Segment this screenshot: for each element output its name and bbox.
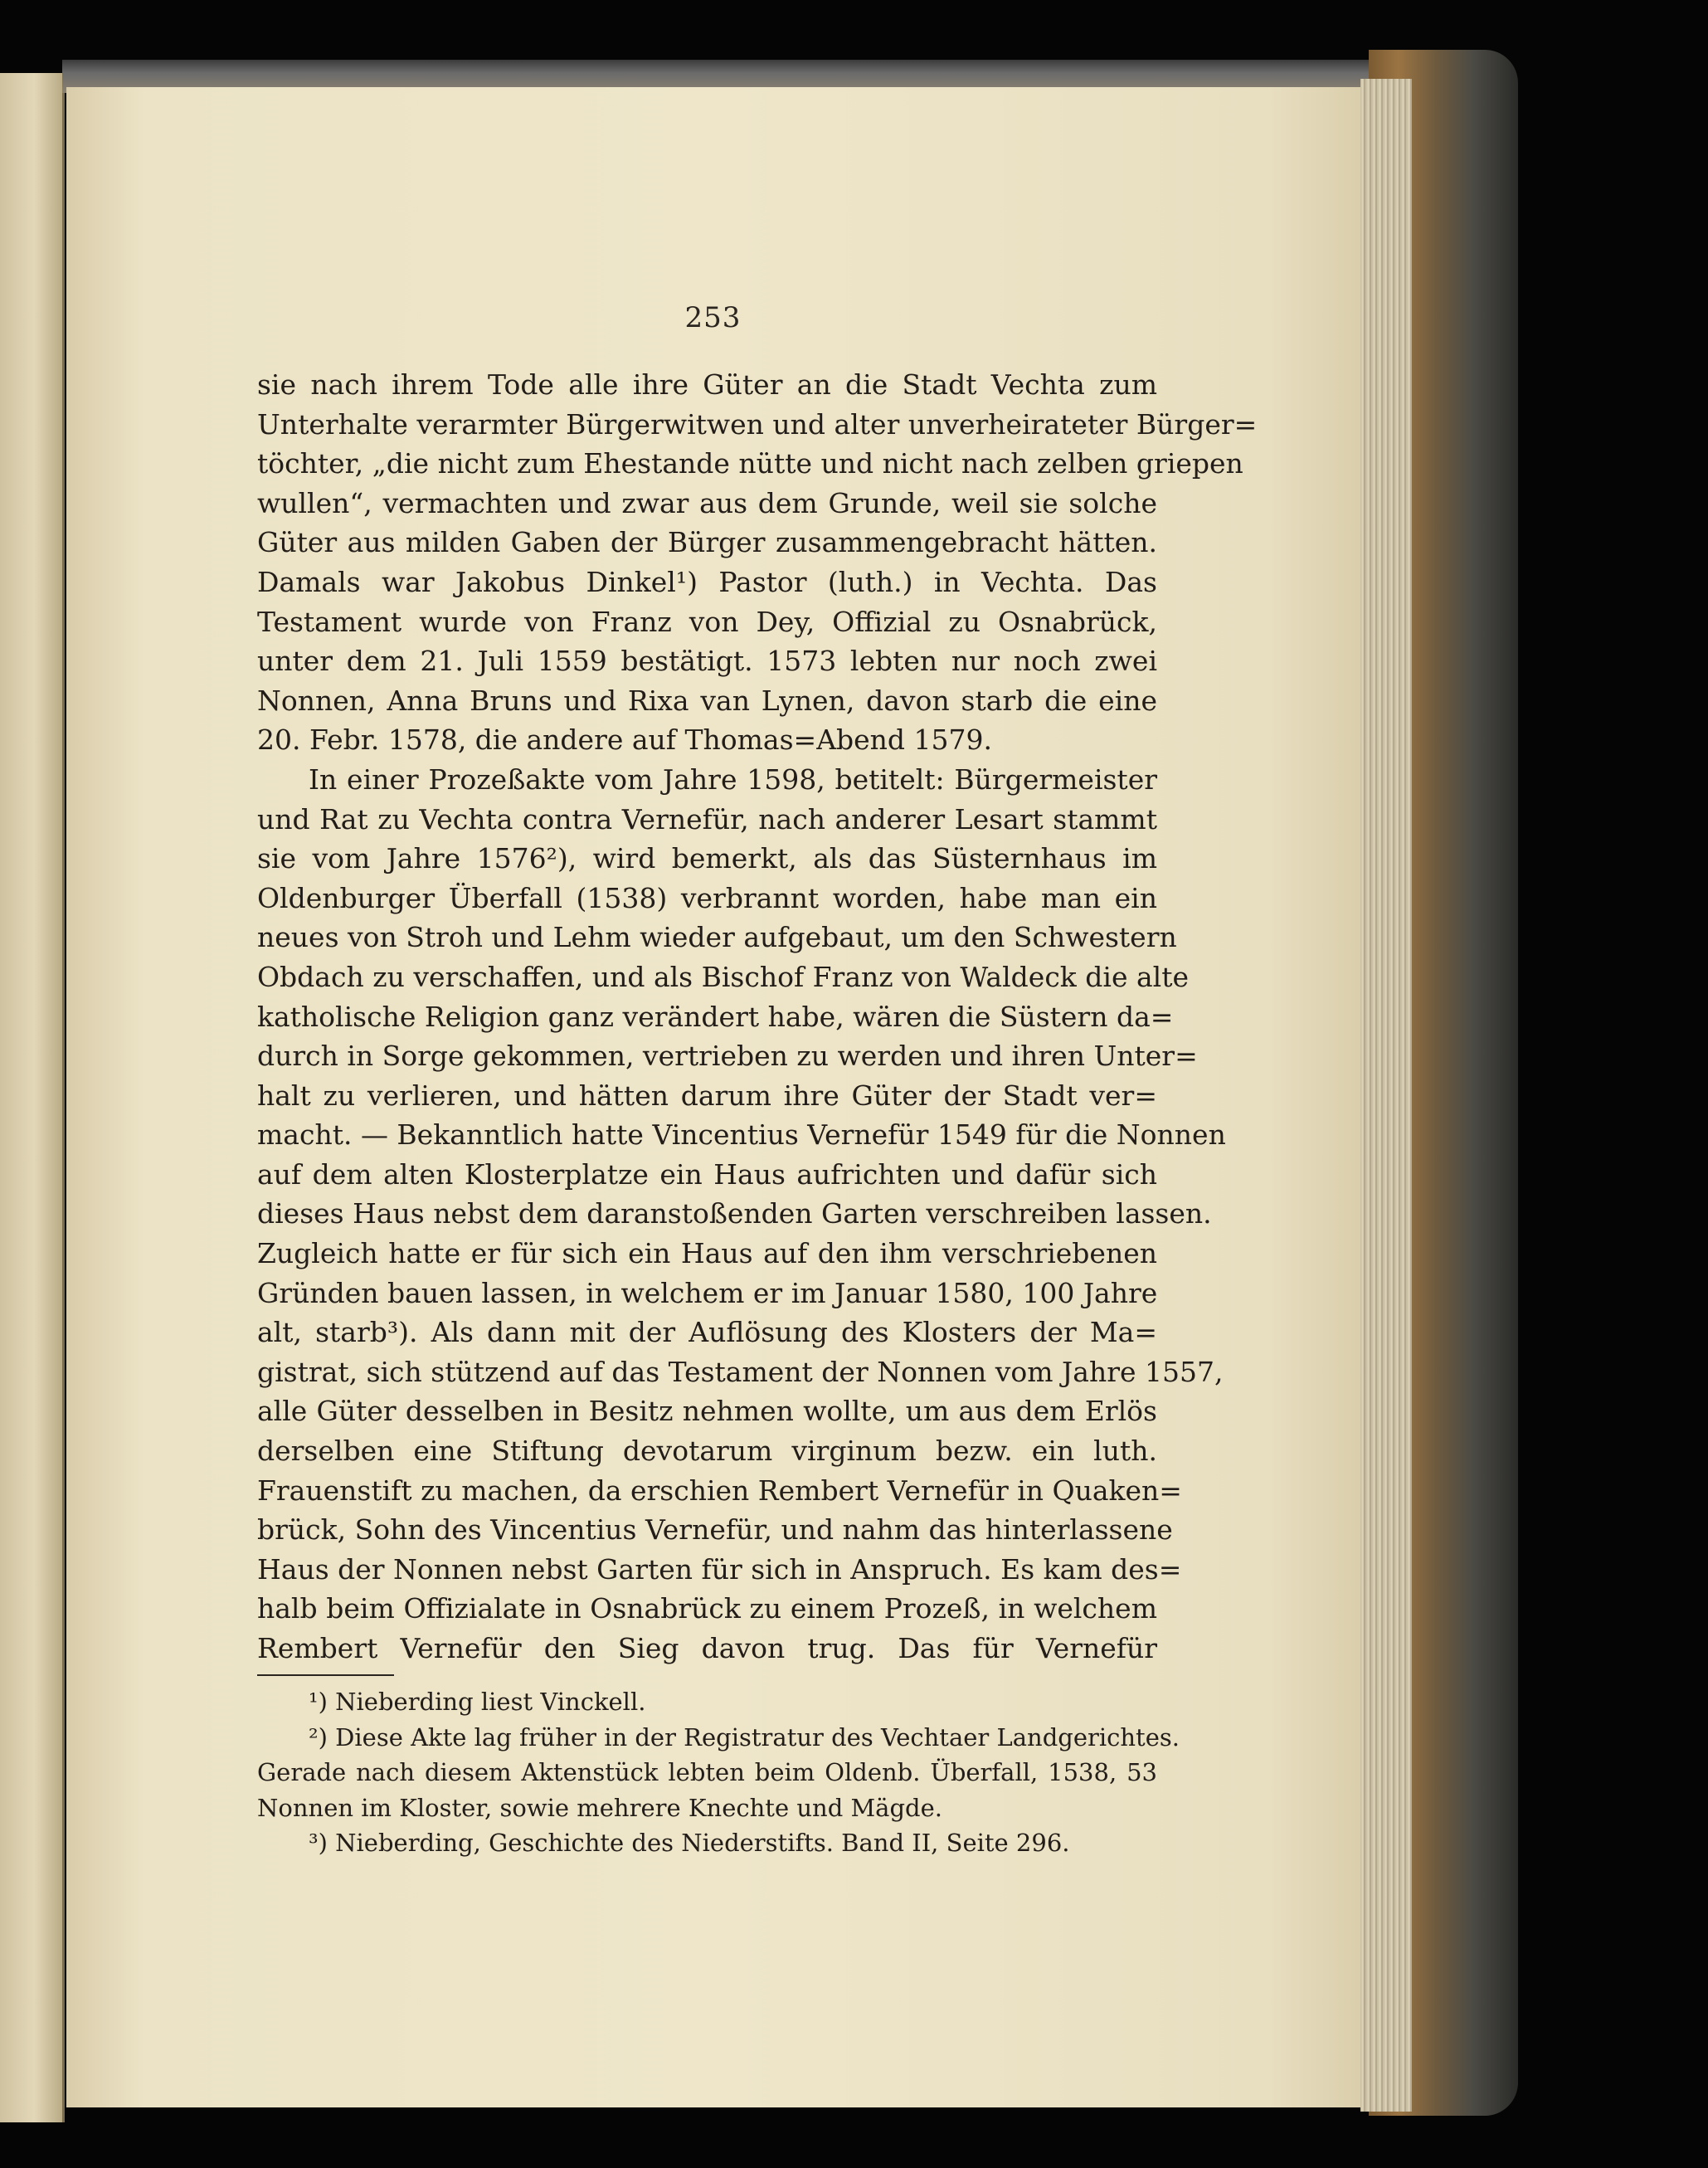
text-line: durch in Sorge gekommen, vertrieben zu werden und ihren Unter= — [257, 1040, 1198, 1073]
footnote-line: ²) Diese Akte lag früher in der Registratur des Vechtaer Landgerichtes. — [309, 1722, 1180, 1751]
text-line: macht. — Bekanntlich hatte Vincentius Vernefür 1549 für die Nonnen — [257, 1118, 1226, 1152]
text-line: Zugleich hatte er für sich ein Haus auf den ihm verschriebenen — [257, 1237, 1157, 1270]
text-line: In einer Prozeßakte vom Jahre 1598, betitelt: Bürgermeister — [309, 762, 1157, 796]
text-line: katholische Religion ganz verändert habe, wären die Süstern da= — [257, 1000, 1174, 1033]
text-line: alt, starb³). Als dann mit der Auflösung des Klosters der Ma= — [257, 1316, 1157, 1349]
text-line: gistrat, sich stützend auf das Testament der Nonnen vom Jahre 1557, — [257, 1355, 1224, 1388]
text-line: sie nach ihrem Tode alle ihre Güter an die Stadt Vechta zum — [257, 368, 1157, 401]
text-line: Obdach zu verschaffen, und als Bischof Franz von Waldeck die alte — [257, 960, 1189, 993]
text-line: halb beim Offizialate in Osnabrück zu einem Prozeß, in welchem — [257, 1592, 1157, 1625]
text-line: sie vom Jahre 1576²), wird bemerkt, als das Süsternhaus im — [257, 842, 1157, 875]
text-line: Nonnen, Anna Bruns und Rixa van Lynen, davon starb die eine — [257, 684, 1157, 717]
text-line: Damals war Jakobus Dinkel¹) Pastor (luth.) in Vechta. Das — [257, 565, 1157, 598]
book-page — [66, 87, 1373, 2107]
previous-page-edge — [0, 73, 65, 2122]
page-number: 253 — [684, 301, 742, 334]
text-line: auf dem alten Klosterplatze ein Haus aufrichten und dafür sich — [257, 1157, 1157, 1191]
body-text — [257, 365, 1258, 1669]
text-line: alle Güter desselben in Besitz nehmen wollte, um aus dem Erlös — [257, 1395, 1157, 1428]
text-line: Unterhalte verarmter Bürgerwitwen und alter unverheirateter Bürger= — [257, 407, 1258, 441]
footnote-line: Gerade nach diesem Aktenstück lebten beim Oldenb. Überfall, 1538, 53 — [257, 1758, 1157, 1786]
text-line: halt zu verlieren, und hätten darum ihre Güter der Stadt ver= — [257, 1079, 1157, 1112]
footnote-line: Nonnen im Kloster, sowie mehrere Knechte und Mägde. — [257, 1793, 942, 1822]
text-line: Gründen bauen lassen, in welchem er im Januar 1580, 100 Jahre — [257, 1276, 1158, 1309]
text-line: unter dem 21. Juli 1559 bestätigt. 1573 lebten nur noch zwei — [257, 645, 1157, 678]
page-block-edges — [1360, 79, 1412, 2112]
footnote-divider — [257, 1674, 394, 1676]
text-line: wullen“, vermachten und zwar aus dem Grunde, weil sie solche — [257, 486, 1157, 519]
footnote-line: ³) Nieberding, Geschichte des Niederstifts. Band II, Seite 296. — [309, 1829, 1070, 1857]
footnotes — [257, 1684, 1180, 1861]
text-line: 20. Febr. 1578, die andere auf Thomas=Abend 1579. — [257, 723, 993, 757]
text-line: dieses Haus nebst dem daranstoßenden Garten verschreiben lassen. — [257, 1197, 1212, 1230]
text-line: brück, Sohn des Vincentius Vernefür, und nahm das hinterlassene — [257, 1513, 1173, 1547]
text-line: Oldenburger Überfall (1538) verbrannt worden, habe man ein — [257, 881, 1157, 914]
text-line: Haus der Nonnen nebst Garten für sich in Anspruch. Es kam des= — [257, 1552, 1182, 1586]
text-line: neues von Stroh und Lehm wieder aufgebaut, um den Schwestern — [257, 921, 1177, 954]
text-line: Frauenstift zu machen, da erschien Rembert Vernefür in Quaken= — [257, 1474, 1182, 1507]
text-line: und Rat zu Vechta contra Vernefür, nach anderer Lesart stammt — [257, 802, 1157, 836]
text-line: Testament wurde von Franz von Dey, Offizial zu Osnabrück, — [257, 605, 1157, 638]
footnote-line: ¹) Nieberding liest Vinckell. — [309, 1688, 646, 1716]
text-line: Güter aus milden Gaben der Bürger zusammengebracht hätten. — [257, 526, 1157, 559]
text-line: derselben eine Stiftung devotarum virginum bezw. ein luth. — [257, 1435, 1157, 1468]
text-line: Rembert Vernefür den Sieg davon trug. Das für Vernefür — [257, 1632, 1157, 1664]
text-line: töchter, „die nicht zum Ehestande nütte und nicht nach zelben griepen — [257, 447, 1243, 480]
